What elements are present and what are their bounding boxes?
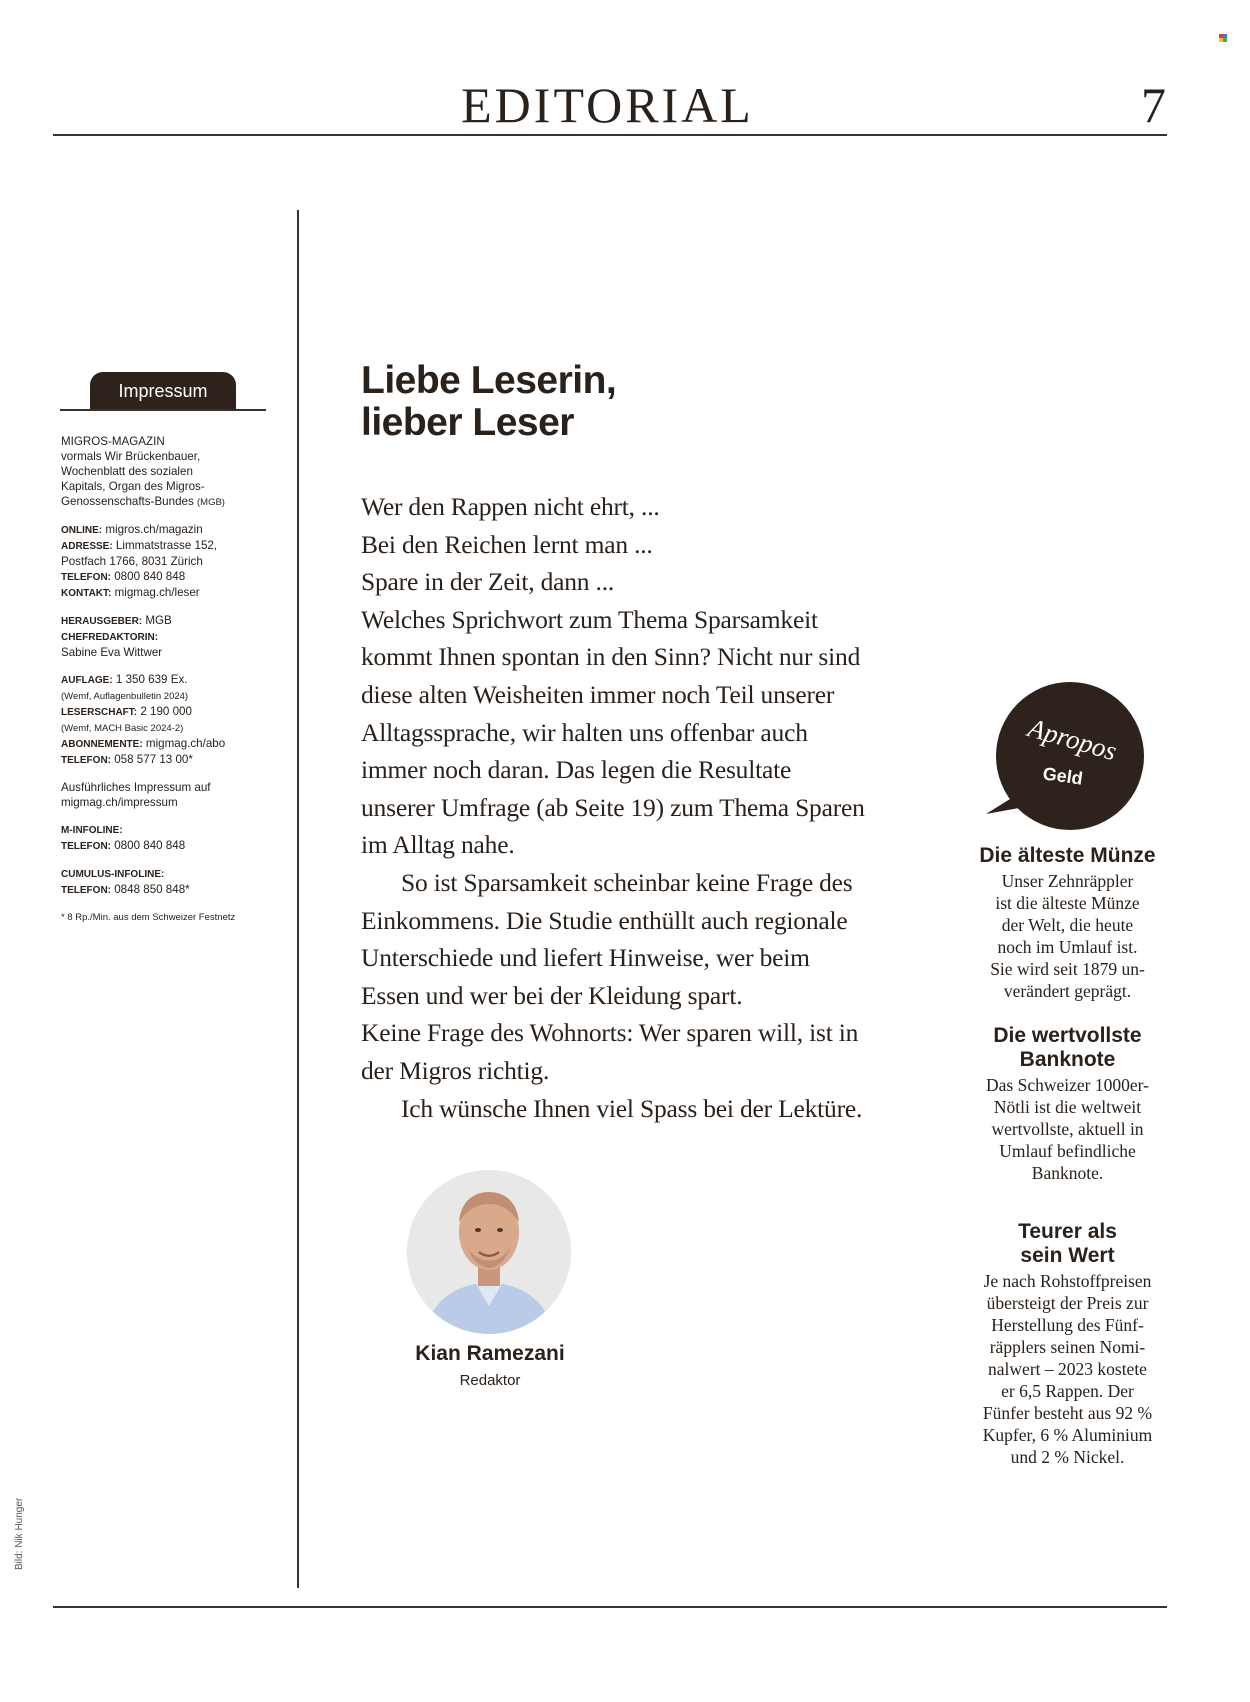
impressum-label: ONLINE: bbox=[61, 525, 103, 536]
apropos-text-line: Kupfer, 6 % Aluminium bbox=[982, 1425, 1153, 1445]
body-line: Spare in der Zeit, dann ... bbox=[361, 567, 615, 597]
headline-line: Liebe Leserin, bbox=[361, 359, 617, 402]
impressum-value: 0848 850 848* bbox=[114, 883, 190, 896]
impressum-label: KONTAKT: bbox=[61, 588, 112, 599]
body-line: Unterschiede und liefert Hinweise, wer beim bbox=[361, 943, 810, 973]
apropos-text-line: verändert geprägt. bbox=[1003, 981, 1132, 1001]
impressum-value: Sabine Eva Wittwer bbox=[61, 646, 163, 659]
apropos-item-title bbox=[965, 1220, 1170, 1268]
article-body bbox=[361, 488, 931, 1127]
body-line: Ich wünsche Ihnen viel Spass bei der Lektüre. bbox=[401, 1093, 863, 1123]
apropos-title-line: Teurer als bbox=[1018, 1220, 1117, 1243]
impressum-label: M-INFOLINE: bbox=[61, 825, 123, 836]
apropos-item-title bbox=[965, 1024, 1170, 1072]
apropos-badge bbox=[986, 682, 1146, 830]
apropos-title-line: sein Wert bbox=[1020, 1244, 1115, 1267]
page-number: 7 bbox=[1141, 77, 1166, 133]
top-rule bbox=[53, 134, 1167, 136]
impressum-label: ADRESSE: bbox=[61, 541, 113, 552]
impressum-value: Limmatstrasse 152, bbox=[115, 539, 218, 552]
impressum-line: MIGROS-MAGAZIN bbox=[61, 435, 165, 448]
impressum-value: 2 190 000 bbox=[140, 705, 192, 718]
apropos-text-line: Fünfer besteht aus 92 % bbox=[982, 1403, 1153, 1423]
abo-link[interactable]: migmag.ch/abo bbox=[145, 737, 226, 750]
apropos-text-line: Unser Zehnräppler bbox=[1001, 871, 1134, 891]
article-headline bbox=[361, 360, 616, 444]
impressum-label: TELEFON: bbox=[61, 755, 111, 766]
impressum-label: CHEFREDAKTORIN: bbox=[61, 632, 159, 643]
column-divider bbox=[297, 210, 299, 1588]
apropos-text-line: Das Schweizer 1000er- bbox=[986, 1075, 1149, 1095]
impressum-block bbox=[61, 434, 291, 937]
apropos-item-text bbox=[965, 1074, 1170, 1184]
apropos-item bbox=[965, 1220, 1170, 1468]
impressum-value: 0800 840 848 bbox=[114, 570, 186, 583]
body-line: Keine Frage des Wohnorts: Wer sparen will, ist in bbox=[361, 1018, 859, 1048]
body-line: Bei den Reichen lernt man ... bbox=[361, 529, 653, 559]
body-line: der Migros richtig. bbox=[361, 1055, 550, 1085]
online-link[interactable]: migros.ch/magazin bbox=[105, 523, 203, 536]
author-name: Kian Ramezani bbox=[415, 1342, 565, 1365]
impressum-line: Wochenblatt des sozialen bbox=[61, 465, 193, 478]
apropos-text-line: der Welt, die heute bbox=[1001, 915, 1134, 935]
body-line: Welches Sprichwort zum Thema Sparsamkeit bbox=[361, 604, 818, 634]
author-role: Redaktor bbox=[459, 1372, 521, 1389]
apropos-text-line: Je nach Rohstoffpreisen bbox=[983, 1271, 1152, 1291]
impressum-value: Postfach 1766, 8031 Zürich bbox=[61, 555, 203, 568]
photo-credit: Bild: Nik Hunger bbox=[14, 1497, 25, 1570]
body-line: im Alltag nahe. bbox=[361, 830, 515, 860]
apropos-text-line: ist die älteste Münze bbox=[995, 893, 1140, 913]
kontakt-link[interactable]: migmag.ch/leser bbox=[114, 586, 200, 599]
apropos-title-line: Banknote bbox=[1019, 1048, 1116, 1071]
apropos-text-line: und 2 % Nickel. bbox=[1010, 1447, 1125, 1467]
impressum-note: (Wemf, Auflagenbulletin 2024) bbox=[61, 691, 189, 702]
impressum-editors bbox=[61, 613, 291, 660]
impressum-line: Genossenschafts-Bundes bbox=[61, 495, 194, 508]
impressum-rule bbox=[60, 409, 266, 411]
body-line: Einkommens. Die Studie enthüllt auch regionale bbox=[361, 905, 848, 935]
impressum-link[interactable]: migmag.ch/impressum bbox=[61, 796, 178, 809]
impressum-footnote: * 8 Rp./Min. aus dem Schweizer Festnetz bbox=[61, 912, 236, 923]
apropos-text-line: Herstellung des Fünf- bbox=[991, 1315, 1144, 1335]
impressum-contact bbox=[61, 522, 291, 601]
body-line: Wer den Rappen nicht ehrt, ... bbox=[361, 492, 660, 521]
apropos-text-line: Nötli ist die weltweit bbox=[993, 1097, 1142, 1117]
headline-line: lieber Leser bbox=[361, 401, 574, 444]
impressum-line: vormals Wir Brückenbauer, bbox=[61, 450, 201, 463]
impressum-masthead bbox=[61, 434, 291, 510]
impressum-value: MGB bbox=[145, 614, 172, 627]
apropos-item bbox=[965, 1024, 1170, 1184]
body-line: So ist Sparsamkeit scheinbar keine Frage des bbox=[401, 867, 853, 897]
section-title: EDITORIAL bbox=[461, 77, 754, 133]
body-line: immer noch daran. Das legen die Resultate bbox=[361, 755, 792, 785]
body-line: kommt Ihnen spontan in den Sinn? Nicht nur sind bbox=[361, 642, 861, 672]
impressum-cumulus-infoline bbox=[61, 866, 291, 898]
apropos-item-text bbox=[965, 1270, 1170, 1468]
bottom-rule bbox=[53, 1606, 1167, 1608]
apropos-text-line: Umlauf befindliche bbox=[999, 1141, 1136, 1161]
impressum-label: TELEFON: bbox=[61, 572, 111, 583]
body-line: diese alten Weisheiten immer noch Teil unserer bbox=[361, 679, 835, 709]
apropos-title-line: Die wertvollste bbox=[993, 1024, 1142, 1047]
apropos-text-line: Sie wird seit 1879 un- bbox=[990, 959, 1145, 979]
apropos-text-line: Banknote. bbox=[1031, 1163, 1104, 1183]
apropos-script: Apropos bbox=[1024, 712, 1121, 767]
impressum-note: (Wemf, MACH Basic 2024-2) bbox=[61, 723, 184, 734]
impressum-label: TELEFON: bbox=[61, 841, 111, 852]
apropos-text-line: nalwert – 2023 kostete bbox=[988, 1359, 1147, 1379]
apropos-item-text bbox=[965, 870, 1170, 1002]
impressum-label: HERAUSGEBER: bbox=[61, 616, 143, 627]
impressum-tab: Impressum bbox=[90, 372, 236, 410]
body-line: Alltagssprache, wir halten uns offenbar auch bbox=[361, 717, 808, 747]
impressum-label: TELEFON: bbox=[61, 885, 111, 896]
apropos-text-line: räpplers seinen Nomi- bbox=[989, 1337, 1146, 1357]
impressum-label: AUFLAGE: bbox=[61, 675, 113, 686]
apropos-item bbox=[965, 844, 1170, 1002]
impressum-value: 058 577 13 00* bbox=[114, 753, 193, 766]
impressum-full-link bbox=[61, 780, 291, 810]
impressum-line: Kapitals, Organ des Migros- bbox=[61, 480, 205, 493]
print-color-mark bbox=[1219, 34, 1227, 42]
apropos-item-title: Die älteste Münze bbox=[979, 844, 1156, 867]
apropos-text-line: noch im Umlauf ist. bbox=[997, 937, 1138, 957]
body-line: unserer Umfrage (ab Seite 19) zum Thema Sparen bbox=[361, 792, 865, 822]
apropos-text-line: übersteigt der Preis zur bbox=[986, 1293, 1149, 1313]
impressum-label: LESERSCHAFT: bbox=[61, 707, 138, 718]
body-line: Essen und wer bei der Kleidung spart. bbox=[361, 980, 743, 1010]
impressum-line: (MGB) bbox=[197, 497, 225, 508]
impressum-value: 1 350 639 Ex. bbox=[115, 673, 188, 686]
author-avatar bbox=[407, 1170, 571, 1334]
impressum-label: ABONNEMENTE: bbox=[61, 739, 143, 750]
impressum-value: 0800 840 848 bbox=[114, 839, 186, 852]
apropos-topic: Geld bbox=[1041, 763, 1085, 789]
impressum-label: CUMULUS-INFOLINE: bbox=[61, 869, 165, 880]
impressum-m-infoline bbox=[61, 822, 291, 854]
impressum-line: Ausführliches Impressum auf bbox=[61, 781, 211, 794]
apropos-text-line: er 6,5 Rappen. Der bbox=[1001, 1381, 1134, 1401]
impressum-circulation bbox=[61, 672, 291, 768]
apropos-text-line: wertvollste, aktuell in bbox=[991, 1119, 1144, 1139]
